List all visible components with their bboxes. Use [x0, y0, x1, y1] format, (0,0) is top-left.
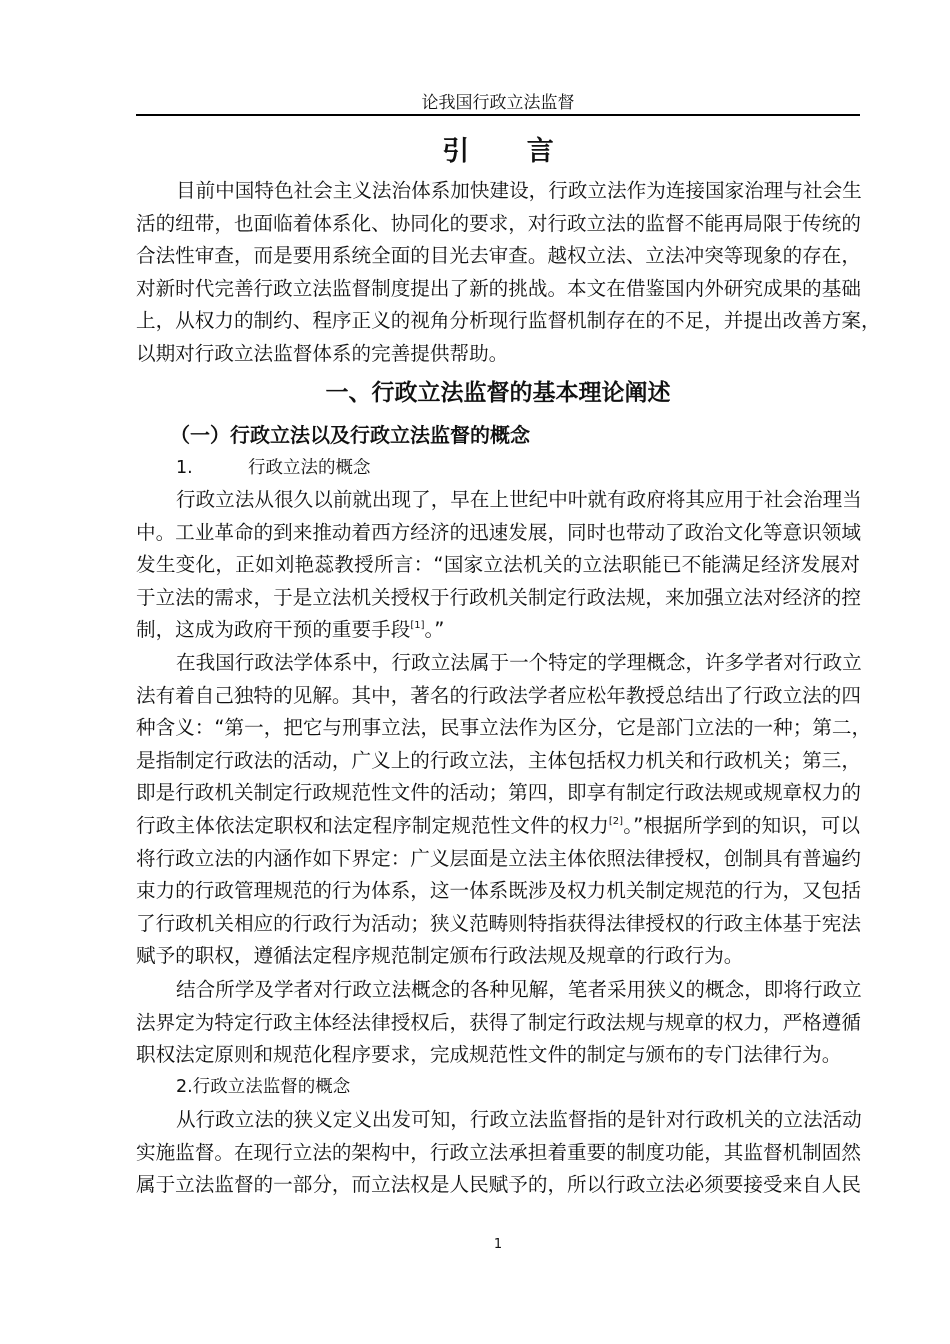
- text-line: 目前中国特色社会主义法治体系加快建设，行政立法作为连接国家治理与社会生: [176, 179, 862, 202]
- item-heading: [176, 452, 900, 484]
- text-line: 职权法定原则和规范化程序要求，完成规范性文件的制定与颁布的专门法律行为。: [136, 1043, 842, 1067]
- text-line: 以期对行政立法监督体系的完善提供帮助。: [136, 341, 509, 365]
- text-line: 从行政立法的狭义定义出发可知，行政立法监督指的是针对行政机关的立法活动: [176, 1108, 862, 1131]
- text-line: 束力的行政管理规范的行为体系，这一体系既涉及权力机关制定规范的行为，又包括: [136, 879, 861, 903]
- text-line: 即是行政机关制定行政规范性文件的活动；第四，即享有制定行政法规或规章权力的: [136, 781, 861, 805]
- intro-paragraph: [136, 175, 881, 371]
- text-line: 将行政立法的内涵作如下界定：广义层面是立法主体依照法律授权，创制具有普遍约: [136, 846, 861, 870]
- body-paragraph: [136, 484, 860, 647]
- item-heading: 2.行政立法监督的概念: [176, 1077, 351, 1097]
- citation-ref: [2]: [608, 815, 624, 827]
- text-line: 于立法的需求，于是立法机关授权于行政机关制定行政法规，来加强立法对经济的控: [136, 585, 861, 609]
- text-line: 结合所学及学者对行政立法概念的各种见解，笔者采用狭义的概念，即将行政立: [176, 978, 862, 1001]
- text-line: 活的纽带，也面临着体系化、协同化的要求，对行政立法的监督不能再局限于传统的: [136, 211, 861, 235]
- text-line: 赋予的职权，遵循法定程序规范制定颁布行政法规及规章的行政行为。: [136, 944, 744, 968]
- text-line: 法有着自己独特的见解。其中，著名的行政法学者应松年教授总结出了行政立法的四: [136, 683, 861, 707]
- text-line: 行政立法从很久以前就出现了，早在上世纪中叶就有政府将其应用于社会治理当: [176, 488, 862, 511]
- text-line: 合法性审查，而是要用系统全面的目光去审查。越权立法、立法冲突等现象的存在，: [136, 244, 861, 268]
- subsection-heading: （一）行政立法以及行政立法监督的概念: [170, 423, 530, 447]
- text-line: 在我国行政法学体系中，行政立法属于一个特定的学理概念，许多学者对行政立: [176, 651, 862, 674]
- text-line: 对新时代完善行政立法监督制度提出了新的挑战。本文在借鉴国内外研究成果的基础: [136, 276, 861, 300]
- body-paragraph: [136, 974, 860, 1072]
- text-line: 发生变化，正如刘艳蕊教授所言：“国家立法机关的立法职能已不能满足经济发展对: [136, 553, 860, 577]
- text-line: 中。工业革命的到来推动着西方经济的迅速发展，同时也带动了政治文化等意识领域: [136, 520, 861, 544]
- body-paragraph: [136, 647, 872, 973]
- text-line: 属于立法监督的一部分，而立法权是人民赋予的，所以行政立法必须要接受来自人民: [136, 1173, 861, 1197]
- text-line: 制，这成为政府干预的重要手段[1]。”: [136, 618, 445, 642]
- item-number: 1.: [176, 458, 193, 478]
- text-line: 行政主体依法定职权和法定程序制定规范性文件的权力[2]。”根据所学到的知识，可以: [136, 813, 860, 837]
- text-line: 是指制定行政法的活动，广义上的行政立法，主体包括权力机关和行政机关；第三，: [136, 748, 861, 772]
- text-line: 上，从权力的制约、程序正义的视角分析现行监督机制存在的不足，并提出改善方案，: [136, 309, 881, 333]
- text-line: 实施监督。在现行立法的架构中，行政立法承担着重要的制度功能，其监督机制固然: [136, 1140, 861, 1164]
- item-title: 行政立法的概念: [248, 458, 371, 478]
- page-number: 1: [493, 1237, 503, 1252]
- text-line: 法界定为特定行政主体经法律授权后，获得了制定行政法规与规章的权力，严格遵循: [136, 1010, 861, 1034]
- text-line: 了行政机关相应的行政行为活动；狭义范畴则特指获得法律授权的行政主体基于宪法: [136, 911, 861, 935]
- running-header: 论我国行政立法监督: [421, 93, 575, 113]
- section-heading: 一、行政立法监督的基本理论阐述: [325, 380, 671, 406]
- citation-ref: [1]: [410, 620, 425, 632]
- text-line: 种含义：“第一，把它与刑事立法，民事立法作为区分，它是部门立法的一种；第二，: [136, 716, 872, 740]
- body-paragraph: [136, 1104, 860, 1202]
- header-rule: [136, 114, 860, 116]
- page-title: 引 言: [442, 136, 578, 167]
